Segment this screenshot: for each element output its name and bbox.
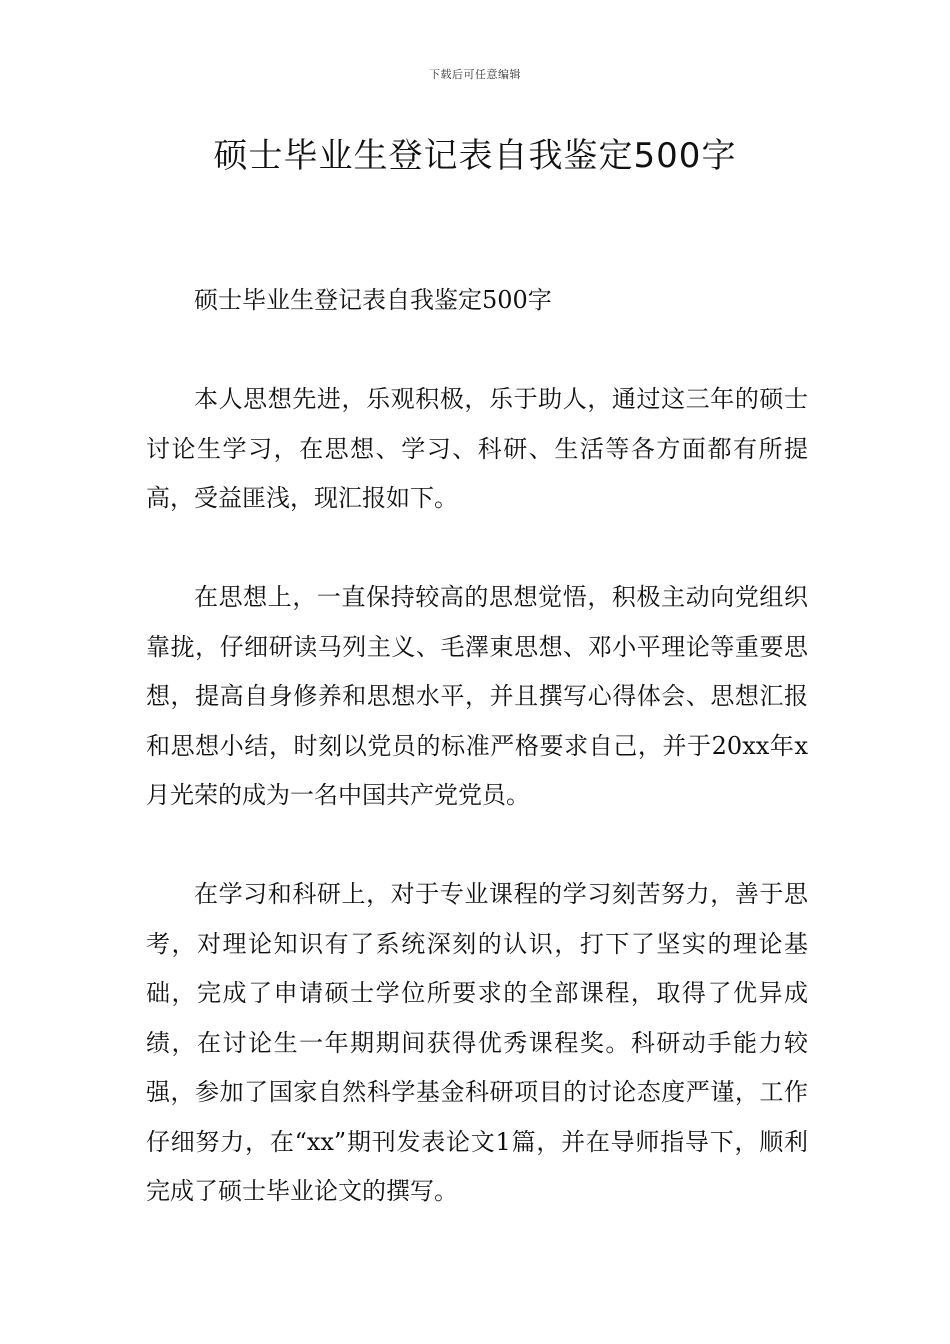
document-body xyxy=(146,276,808,1217)
intro-paragraph: 本人思想先进，乐观积极，乐于助人，通过这三年的硕士讨论生学习，在思想、学习、科研、生活等各方面都有所提高，受益匪浅，现汇报如下。 xyxy=(146,385,808,512)
header-note: 下载后可任意编辑 xyxy=(429,68,521,81)
study-research-paragraph: 在学习和科研上，对于专业课程的学习刻苦努力，善于思考，对理论知识有了系统深刻的认识，打下了坚实的理论基础，完成了申请硕士学位所要求的全部课程，取得了优异成绩，在讨论生一年期期间获得优秀课程奖。科研动手能力较强，参加了国家自然科学基金科研项目的讨论态度严谨，工作仔细努力，在“xx”期刊发表论文1篇，并在导师指导下，顺利完成了硕士毕业论文的撰写。 xyxy=(146,880,808,1205)
body-subtitle-paragraph: 硕士毕业生登记表自我鉴定500字 xyxy=(194,286,552,314)
document-title: 硕士毕业生登记表自我鉴定500字 xyxy=(213,136,737,176)
ideology-paragraph: 在思想上，一直保持较高的思想觉悟，积极主动向党组织靠拢，仔细研读马列主义、毛澤東思想、邓小平理论等重要思想，提高自身修养和思想水平，并且撰写心得体会、思想汇报和思想小结，时刻以党员的标准严格要求自己，并于20xx年x月光荣的成为一名中国共产党党员。 xyxy=(146,583,808,809)
